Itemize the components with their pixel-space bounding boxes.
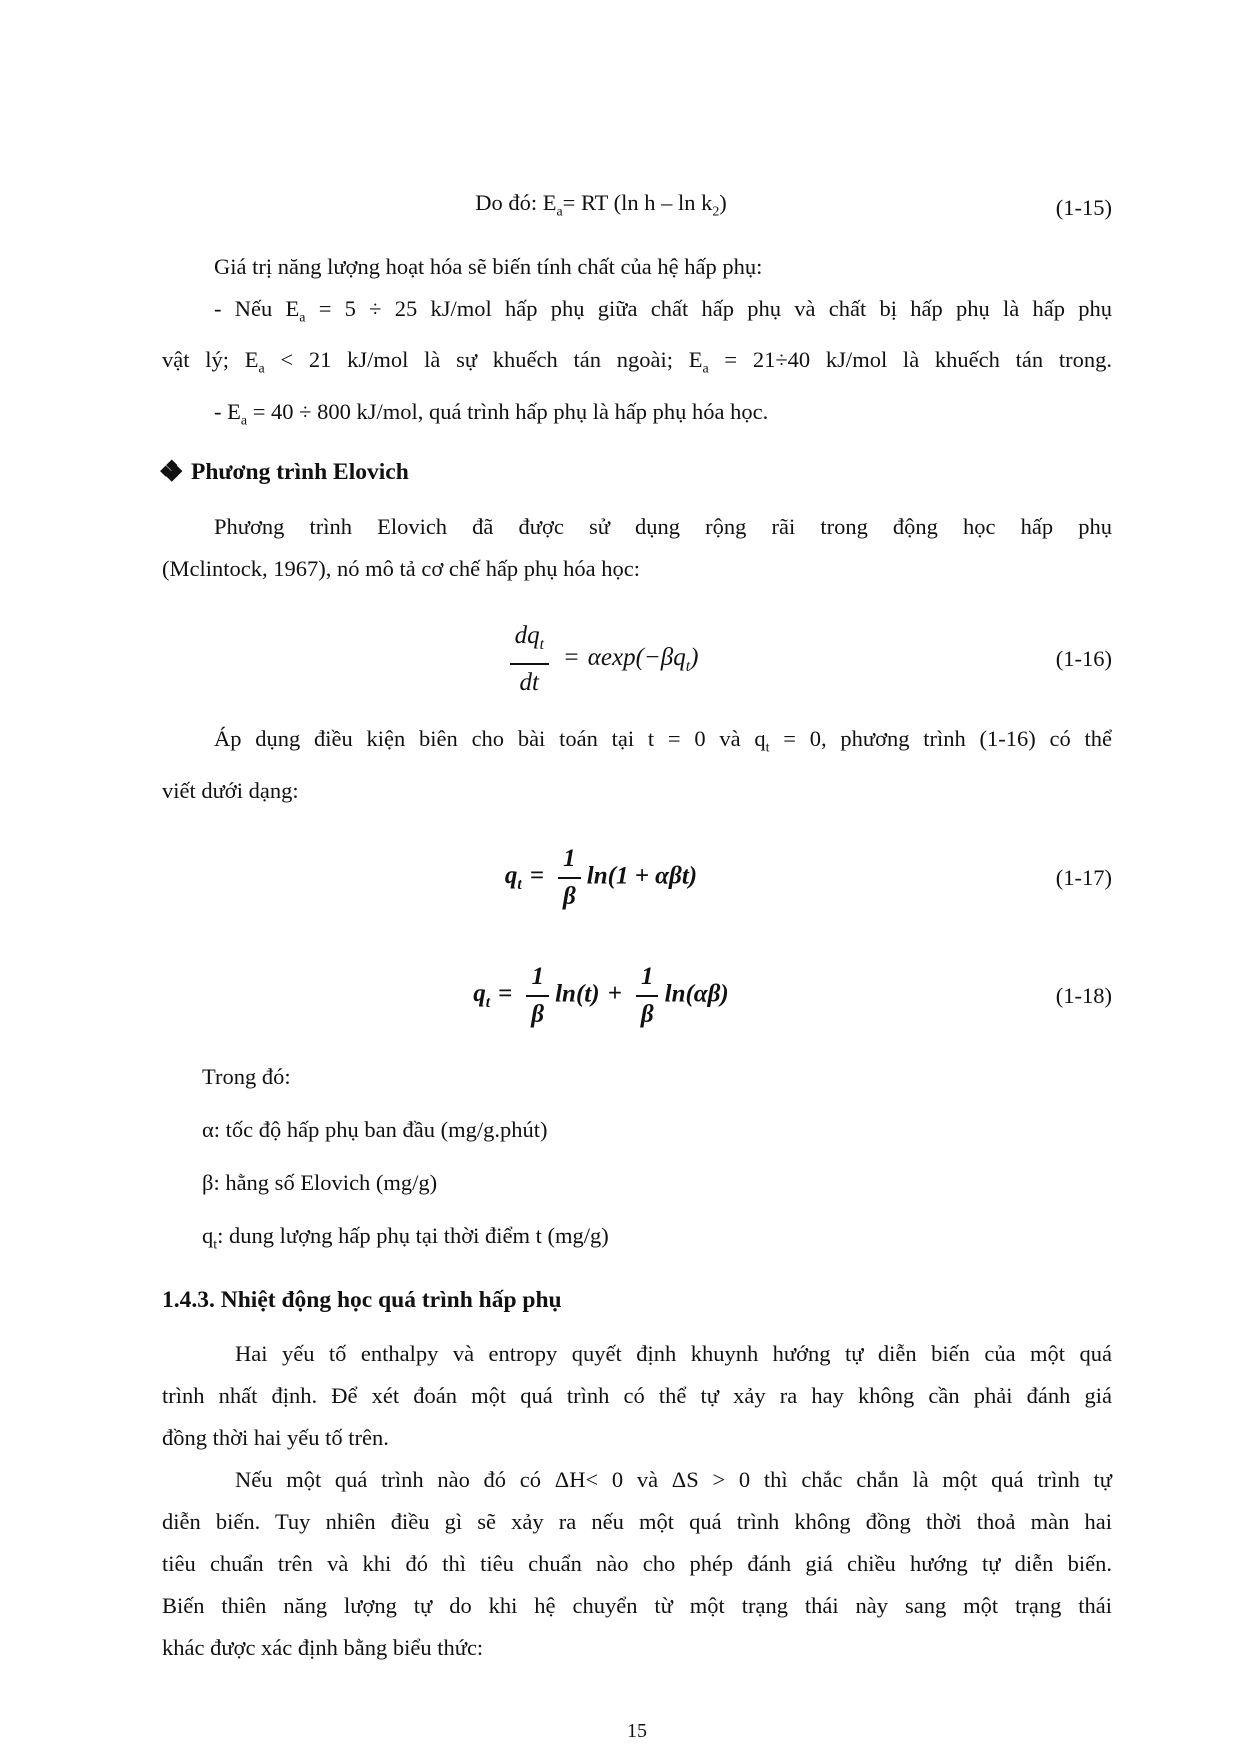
fraction-denominator: β xyxy=(562,882,576,910)
eq15-subscript-2: 2 xyxy=(712,204,720,220)
equation-1-16-row xyxy=(162,616,1112,702)
eq16-num-sub: t xyxy=(539,635,544,653)
eq16-rhs-pre: αexp(−βq xyxy=(587,643,686,671)
fraction-1-beta-first xyxy=(526,960,549,1032)
fraction-numerator xyxy=(510,619,549,665)
equation-label-1-16: (1-16) xyxy=(1055,646,1112,671)
fraction-denominator: dt xyxy=(519,668,539,696)
eq18-equals: = xyxy=(498,980,513,1008)
fraction-dqt-dt xyxy=(510,619,549,700)
text-line-thermo-7: Biến thiên năng lượng tự do khi hệ chuyển từ một trạng thái này sang một trạng thái xyxy=(162,1593,1112,1618)
text-line-thermo-3: đồng thời hai yếu tố trên. xyxy=(162,1425,389,1450)
eq17-equals: = xyxy=(529,862,544,890)
text-line-activation-3: - $E_a = 40 \div 800$ kJ/mol, quá trình hấp phụ là hấp phụ hóa học. xyxy=(214,398,769,428)
equation-1-17-row xyxy=(162,836,1112,920)
text-line-thermo-2: trình nhất định. Để xét đoán một quá trình có thể tự xảy ra hay không cần phải đánh giá xyxy=(162,1383,1112,1408)
text-line-elovich-intro-2: (Mclintock, 1967), nó mô tả cơ chế hấp phụ hóa học: xyxy=(162,556,641,581)
eq17-lhs-main: q xyxy=(504,862,518,890)
eq16-equals: = xyxy=(562,643,580,671)
eq15-prefix: Do đó: E xyxy=(475,190,557,215)
fraction-1-beta xyxy=(558,842,581,914)
eq15-mid: = RT (ln h – ln k xyxy=(562,190,713,215)
text-line-def-alpha: α: tốc độ hấp phụ ban đầu (mg/g.phút) xyxy=(202,1116,548,1142)
eq18-lhs-sub: t xyxy=(485,994,491,1012)
diamond-bullet-icon xyxy=(162,461,181,480)
subsection-heading-1-4-3: 1.4.3. Nhiệt động học quá trình hấp phụ xyxy=(162,1287,562,1313)
eq18-lhs-main: q xyxy=(473,980,486,1008)
equation-1-17 xyxy=(162,842,1040,914)
fraction-numerator: 1 xyxy=(558,842,581,879)
section-heading-elovich xyxy=(162,450,1112,494)
text-line-thermo-4: Nếu một quá trình nào đó có ΔH< 0 và ΔS > 0 thì chắc chắn là một quá trình tự xyxy=(235,1467,1112,1492)
eq17-lhs-sub: t xyxy=(517,876,522,894)
text-line-def-qt: $q_t$: dung lượng hấp phụ tại thời điểm t (mg/g) xyxy=(202,1222,609,1252)
fraction-numerator: 1 xyxy=(636,960,659,997)
fraction-denominator: β xyxy=(640,1000,654,1028)
eq18-rhs: ln(αβ) xyxy=(664,980,729,1008)
equation-label-1-15: (1-15) xyxy=(1055,194,1112,220)
eq18-plus: + xyxy=(607,980,622,1008)
text-line-thermo-5: diễn biến. Tuy nhiên điều gì sẽ xảy ra nếu một quá trình không đồng thời thoả màn hai xyxy=(162,1509,1112,1534)
equation-1-18-row xyxy=(162,954,1112,1038)
eq17-rhs: ln(1 + αβt) xyxy=(586,862,698,890)
equation-1-15-row xyxy=(162,182,1112,234)
text-line-activation-2: vật lý; $E_a < 21$ kJ/mol là sự khuếch tán ngoài; $E_a = 21\div 40$ kJ/mol là khuếch tán trong. xyxy=(162,347,1112,377)
text-line-activation-intro: Giá trị năng lượng hoạt hóa sẽ biến tính chất của hệ hấp phụ: xyxy=(214,253,763,279)
eq16-rhs xyxy=(587,643,699,675)
text-line-boundary-2: viết dưới dạng: xyxy=(162,777,299,803)
text-line-activation-1: - Nếu $E_a = 5 \div 25$ kJ/mol hấp phụ giữa chất hấp phụ và chất bị hấp phụ là hấp phụ xyxy=(214,295,1112,325)
equation-1-15 xyxy=(162,182,1040,234)
eq18-mid: ln(t) xyxy=(555,980,600,1008)
eq16-num-main: dq xyxy=(514,621,540,649)
equation-1-16 xyxy=(162,619,1040,700)
text-line-thermo-6: tiêu chuẩn trên và khi đó thì tiêu chuẩn nào cho phép đánh giá chiều hướng tự diễn biến. xyxy=(162,1551,1112,1576)
fraction-denominator: β xyxy=(531,1000,545,1028)
eq15-subscript-a: a xyxy=(556,204,563,220)
eq15-close: ) xyxy=(719,190,727,215)
text-line-thermo-8: khác được xác định bằng biểu thức: xyxy=(162,1635,484,1660)
fraction-numerator: 1 xyxy=(526,960,549,997)
equation-label-1-17: (1-17) xyxy=(1055,864,1112,890)
eq16-rhs-close: ) xyxy=(690,643,699,671)
text-line-where: Trong đó: xyxy=(202,1063,291,1089)
fraction-1-beta-second xyxy=(636,960,659,1032)
equation-label-1-18: (1-18) xyxy=(1055,982,1112,1008)
section-heading-elovich-label: Phương trình Elovich xyxy=(191,459,409,485)
page-number: 15 xyxy=(627,1720,647,1742)
equation-1-18 xyxy=(162,960,1040,1032)
eq16-rhs-sub: t xyxy=(685,657,691,675)
text-line-elovich-intro-1: Phương trình Elovich đã được sử dụng rộng rãi trong động học hấp phụ xyxy=(214,514,1112,539)
eq18-lhs xyxy=(473,980,491,1012)
eq17-lhs xyxy=(504,862,522,894)
text-line-thermo-1: Hai yếu tố enthalpy và entropy quyết định khuynh hướng tự diễn biến của một quá xyxy=(235,1341,1112,1366)
text-line-def-beta: β: hằng số Elovich (mg/g) xyxy=(202,1169,438,1195)
text-line-boundary-1: Áp dụng điều kiện biên cho bài toán tại t = 0 và $q_t = 0$, phương trình (1-16) có thể xyxy=(214,726,1113,756)
